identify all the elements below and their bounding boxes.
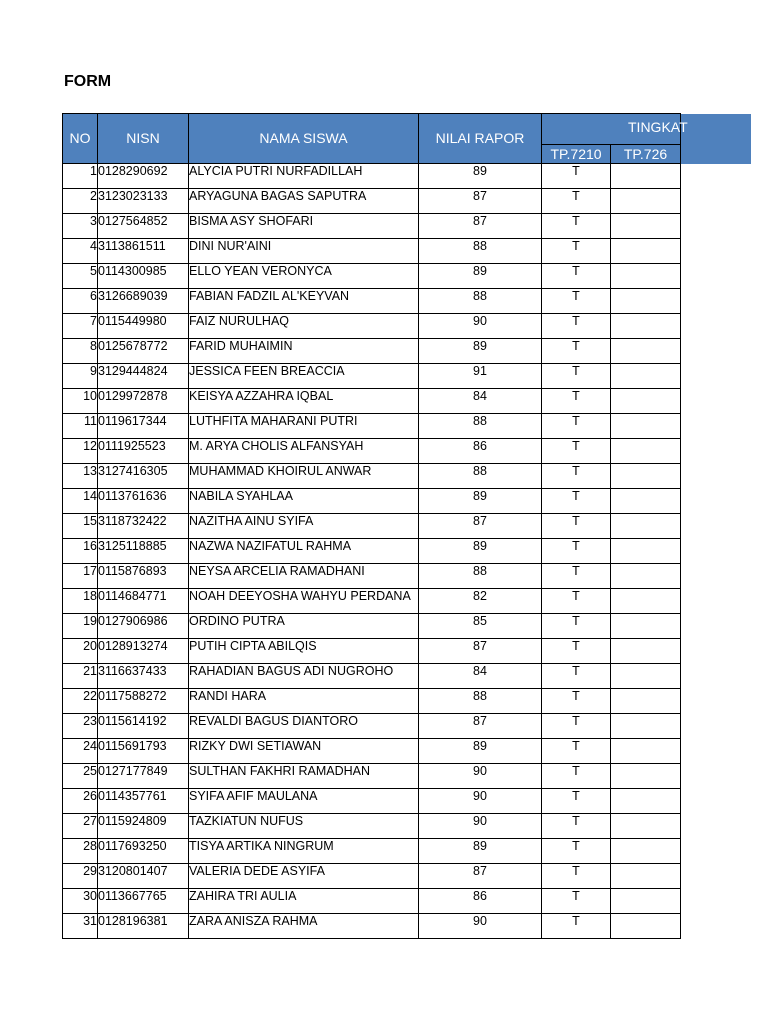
row-nisn: 0114357761 (98, 789, 189, 814)
row-no: 11 (63, 414, 98, 439)
row-tp1: T (542, 814, 611, 839)
row-tp1: T (542, 889, 611, 914)
row-no: 7 (63, 314, 98, 339)
row-tp1: T (542, 614, 611, 639)
row-tp1: T (542, 439, 611, 464)
table-row (63, 414, 681, 439)
row-nilai: 90 (419, 314, 542, 339)
row-nilai: 88 (419, 689, 542, 714)
row-nilai: 90 (419, 789, 542, 814)
row-nama: JESSICA FEEN BREACCIA (189, 364, 419, 389)
row-tp1: T (542, 314, 611, 339)
row-tp2 (611, 439, 681, 464)
row-nilai: 88 (419, 464, 542, 489)
row-tp2 (611, 864, 681, 889)
header-nilai: NILAI RAPOR (419, 114, 542, 164)
header-nama: NAMA SISWA (189, 114, 419, 164)
row-nisn: 0119617344 (98, 414, 189, 439)
row-tp2 (611, 164, 681, 189)
table-row (63, 714, 681, 739)
row-tp1: T (542, 764, 611, 789)
row-no: 21 (63, 664, 98, 689)
row-no: 6 (63, 289, 98, 314)
row-nisn: 0113667765 (98, 889, 189, 914)
row-no: 5 (63, 264, 98, 289)
row-nilai: 90 (419, 914, 542, 939)
row-nisn: 3118732422 (98, 514, 189, 539)
row-tp1: T (542, 739, 611, 764)
row-no: 14 (63, 489, 98, 514)
row-tp1: T (542, 214, 611, 239)
row-no: 20 (63, 639, 98, 664)
row-nisn: 0111925523 (98, 439, 189, 464)
row-tp1: T (542, 564, 611, 589)
row-nama: PUTIH CIPTA ABILQIS (189, 639, 419, 664)
row-tp1: T (542, 514, 611, 539)
row-nilai: 89 (419, 264, 542, 289)
row-no: 3 (63, 214, 98, 239)
row-tp1: T (542, 489, 611, 514)
row-nama: ALYCIA PUTRI NURFADILLAH (189, 164, 419, 189)
row-nama: KEISYA AZZAHRA IQBAL (189, 389, 419, 414)
row-no: 15 (63, 514, 98, 539)
row-tp2 (611, 564, 681, 589)
table-row (63, 589, 681, 614)
row-tp2 (611, 639, 681, 664)
table-row (63, 839, 681, 864)
row-nama: ORDINO PUTRA (189, 614, 419, 639)
row-tp2 (611, 314, 681, 339)
row-tp2 (611, 389, 681, 414)
row-tp2 (611, 814, 681, 839)
row-nisn: 0127906986 (98, 614, 189, 639)
row-nilai: 89 (419, 739, 542, 764)
table-row (63, 614, 681, 639)
row-no: 22 (63, 689, 98, 714)
table-row (63, 664, 681, 689)
table-row (63, 514, 681, 539)
row-no: 18 (63, 589, 98, 614)
table-row (63, 539, 681, 564)
row-nilai: 88 (419, 564, 542, 589)
row-tp2 (611, 689, 681, 714)
row-nisn: 0115449980 (98, 314, 189, 339)
row-tp1: T (542, 639, 611, 664)
row-tp1: T (542, 189, 611, 214)
row-nilai: 86 (419, 439, 542, 464)
row-no: 23 (63, 714, 98, 739)
row-no: 1 (63, 164, 98, 189)
table-row (63, 239, 681, 264)
row-no: 26 (63, 789, 98, 814)
table-row (63, 739, 681, 764)
student-table (62, 113, 688, 939)
row-nama: VALERIA DEDE ASYIFA (189, 864, 419, 889)
row-nama: SYIFA AFIF MAULANA (189, 789, 419, 814)
row-nilai: 86 (419, 889, 542, 914)
row-nisn: 3123023133 (98, 189, 189, 214)
row-tp1: T (542, 264, 611, 289)
row-tp1: T (542, 414, 611, 439)
row-nilai: 87 (419, 714, 542, 739)
row-nama: MUHAMMAD KHOIRUL ANWAR (189, 464, 419, 489)
row-tp1: T (542, 789, 611, 814)
row-nisn: 3120801407 (98, 864, 189, 889)
row-nama: BISMA ASY SHOFARI (189, 214, 419, 239)
row-nama: ZAHIRA TRI AULIA (189, 889, 419, 914)
row-nisn: 0117588272 (98, 689, 189, 714)
row-tp2 (611, 264, 681, 289)
row-nisn: 0128196381 (98, 914, 189, 939)
row-tp1: T (542, 239, 611, 264)
row-tp2 (611, 764, 681, 789)
row-tp1: T (542, 464, 611, 489)
row-nama: RIZKY DWI SETIAWAN (189, 739, 419, 764)
row-nama: RANDI HARA (189, 689, 419, 714)
row-nama: NOAH DEEYOSHA WAHYU PERDANA (189, 589, 419, 614)
row-no: 30 (63, 889, 98, 914)
row-tp2 (611, 289, 681, 314)
row-nama: ARYAGUNA BAGAS SAPUTRA (189, 189, 419, 214)
row-tp2 (611, 739, 681, 764)
row-no: 9 (63, 364, 98, 389)
row-nisn: 0127564852 (98, 214, 189, 239)
row-tp2 (611, 714, 681, 739)
table-row (63, 564, 681, 589)
row-nilai: 87 (419, 189, 542, 214)
row-nilai: 89 (419, 839, 542, 864)
row-nisn: 0113761636 (98, 489, 189, 514)
table-row (63, 339, 681, 364)
row-nisn: 3125118885 (98, 539, 189, 564)
row-nisn: 0125678772 (98, 339, 189, 364)
row-no: 27 (63, 814, 98, 839)
row-no: 19 (63, 614, 98, 639)
row-nama: NEYSA ARCELIA RAMADHANI (189, 564, 419, 589)
row-no: 17 (63, 564, 98, 589)
row-no: 29 (63, 864, 98, 889)
row-nilai: 89 (419, 489, 542, 514)
header-fill (680, 114, 751, 164)
row-nilai: 90 (419, 764, 542, 789)
row-nisn: 0129972878 (98, 389, 189, 414)
row-nisn: 3129444824 (98, 364, 189, 389)
row-nilai: 82 (419, 589, 542, 614)
row-nama: NABILA SYAHLAA (189, 489, 419, 514)
header-tp1: TP.7210 (542, 145, 611, 164)
row-nama: NAZITHA AINU SYIFA (189, 514, 419, 539)
table-row (63, 689, 681, 714)
row-tp2 (611, 614, 681, 639)
row-tp2 (611, 914, 681, 939)
row-nisn: 3113861511 (98, 239, 189, 264)
row-nisn: 0117693250 (98, 839, 189, 864)
row-no: 28 (63, 839, 98, 864)
row-nilai: 84 (419, 664, 542, 689)
row-nisn: 0127177849 (98, 764, 189, 789)
row-nama: TAZKIATUN NUFUS (189, 814, 419, 839)
row-no: 31 (63, 914, 98, 939)
row-tp2 (611, 589, 681, 614)
row-tp1: T (542, 389, 611, 414)
header-tingkat-label: TINGKAT (628, 119, 688, 135)
table-row (63, 639, 681, 664)
row-tp2 (611, 539, 681, 564)
row-nilai: 88 (419, 414, 542, 439)
row-tp1: T (542, 714, 611, 739)
row-nisn: 0115614192 (98, 714, 189, 739)
row-nama: SULTHAN FAKHRI RAMADHAN (189, 764, 419, 789)
row-no: 25 (63, 764, 98, 789)
row-nilai: 90 (419, 814, 542, 839)
table-row (63, 464, 681, 489)
row-nilai: 88 (419, 239, 542, 264)
row-nilai: 85 (419, 614, 542, 639)
header-tp2: TP.726 (611, 145, 681, 164)
row-nama: ZARA ANISZA RAHMA (189, 914, 419, 939)
row-tp2 (611, 464, 681, 489)
table-row (63, 489, 681, 514)
table-row (63, 164, 681, 189)
page-title: FORM (64, 73, 112, 90)
table-body (63, 164, 681, 939)
row-nisn: 0128913274 (98, 639, 189, 664)
table-row (63, 364, 681, 389)
row-nilai: 87 (419, 639, 542, 664)
row-nisn: 3116637433 (98, 664, 189, 689)
row-tp2 (611, 889, 681, 914)
row-nama: NAZWA NAZIFATUL RAHMA (189, 539, 419, 564)
row-tp2 (611, 339, 681, 364)
row-no: 13 (63, 464, 98, 489)
table-row (63, 864, 681, 889)
row-nama: TISYA ARTIKA NINGRUM (189, 839, 419, 864)
row-no: 10 (63, 389, 98, 414)
row-tp1: T (542, 339, 611, 364)
row-nama: M. ARYA CHOLIS ALFANSYAH (189, 439, 419, 464)
row-nama: ELLO YEAN VERONYCA (189, 264, 419, 289)
row-nisn: 3127416305 (98, 464, 189, 489)
table-row (63, 889, 681, 914)
row-tp2 (611, 239, 681, 264)
row-nama: FABIAN FADZIL AL'KEYVAN (189, 289, 419, 314)
table-row (63, 789, 681, 814)
row-tp2 (611, 514, 681, 539)
row-nilai: 89 (419, 339, 542, 364)
row-no: 16 (63, 539, 98, 564)
row-nisn: 0115876893 (98, 564, 189, 589)
row-tp1: T (542, 289, 611, 314)
row-tp2 (611, 839, 681, 864)
row-nilai: 84 (419, 389, 542, 414)
table-row (63, 214, 681, 239)
table-row (63, 289, 681, 314)
row-nama: FAIZ NURULHAQ (189, 314, 419, 339)
row-tp1: T (542, 539, 611, 564)
row-tp1: T (542, 864, 611, 889)
table-row (63, 189, 681, 214)
row-nilai: 87 (419, 214, 542, 239)
table-row (63, 264, 681, 289)
row-tp2 (611, 789, 681, 814)
header-no: NO (63, 114, 98, 164)
row-no: 24 (63, 739, 98, 764)
header-tingkat (542, 114, 688, 145)
row-nisn: 0114684771 (98, 589, 189, 614)
row-tp1: T (542, 689, 611, 714)
row-nama: DINI NUR'AINI (189, 239, 419, 264)
row-nilai: 89 (419, 164, 542, 189)
row-no: 4 (63, 239, 98, 264)
row-nama: REVALDI BAGUS DIANTORO (189, 714, 419, 739)
table-row (63, 814, 681, 839)
row-nisn: 3126689039 (98, 289, 189, 314)
row-no: 2 (63, 189, 98, 214)
table-row (63, 314, 681, 339)
row-tp2 (611, 489, 681, 514)
row-tp1: T (542, 164, 611, 189)
row-tp2 (611, 189, 681, 214)
table-row (63, 914, 681, 939)
row-tp1: T (542, 664, 611, 689)
row-tp1: T (542, 589, 611, 614)
row-tp1: T (542, 914, 611, 939)
row-tp2 (611, 214, 681, 239)
row-nama: RAHADIAN BAGUS ADI NUGROHO (189, 664, 419, 689)
row-nama: LUTHFITA MAHARANI PUTRI (189, 414, 419, 439)
header-nisn: NISN (98, 114, 189, 164)
row-no: 8 (63, 339, 98, 364)
row-nilai: 87 (419, 514, 542, 539)
row-tp1: T (542, 364, 611, 389)
table-row (63, 439, 681, 464)
row-tp2 (611, 664, 681, 689)
table-row (63, 389, 681, 414)
row-nisn: 0114300985 (98, 264, 189, 289)
row-nilai: 91 (419, 364, 542, 389)
row-nama: FARID MUHAIMIN (189, 339, 419, 364)
row-tp2 (611, 414, 681, 439)
row-tp2 (611, 364, 681, 389)
row-nisn: 0115691793 (98, 739, 189, 764)
row-tp1: T (542, 839, 611, 864)
table-row (63, 764, 681, 789)
row-nisn: 0128290692 (98, 164, 189, 189)
row-no: 12 (63, 439, 98, 464)
row-nisn: 0115924809 (98, 814, 189, 839)
row-nilai: 87 (419, 864, 542, 889)
row-nilai: 88 (419, 289, 542, 314)
row-nilai: 89 (419, 539, 542, 564)
